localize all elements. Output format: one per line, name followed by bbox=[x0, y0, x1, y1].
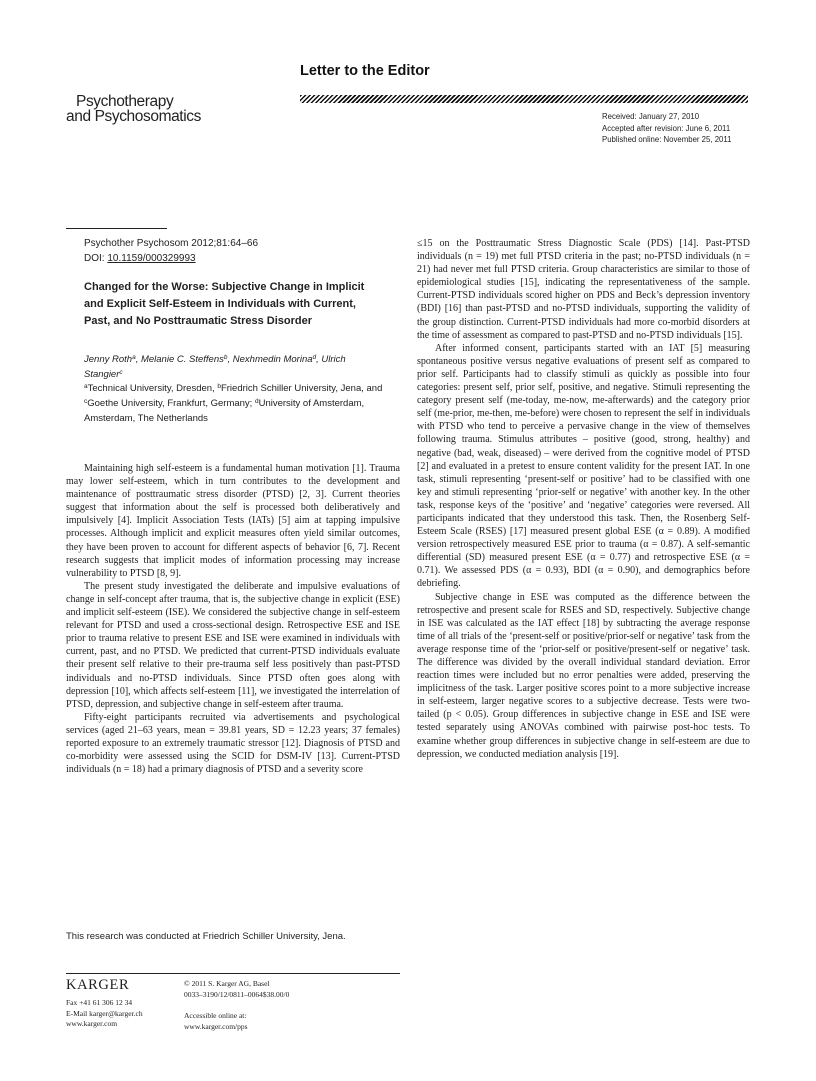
copyright-block bbox=[184, 979, 289, 1000]
body-paragraph: Maintaining high self-esteem is a fundamental human motivation [1]. Trauma may lower self-esteem, which in turn contributes to the development and maintenance of posttraumatic stress disorder (PTSD) [2, 3]. Current theories suggest that information about the self is processed both deliberatively and impulsively [4]. Implicit Association Tests (IATs) [5] aim at tapping impulsive processes. Although implicit and explicit measures often yield similar outcomes, they have been proven to account for different aspects of behavior [6, 7]. Recent research suggests that implicit modes of information processing may increase vulnerability to PTSD [8, 9]. bbox=[66, 463, 400, 579]
fax-number: Fax +41 61 306 12 34 bbox=[66, 998, 133, 1007]
publisher-logo: KARGER bbox=[66, 977, 130, 993]
body-paragraph: The present study investigated the deliberate and impulsive evaluations of change in self-concept after trauma, that is, the subjective change in explicit (ESE) and implicit self-esteem (ISE). We considered the subjective change in self-esteem relevant for PTSD and used a cross-sectional design. Retrospective ESE and ISE prior to trauma relative to present ESE and ISE were examined in individuals with current, past, and no PTSD. We predicted that current-PTSD individuals evaluate their present self relative to their pre-trauma self less positively than past-PTSD individuals and no-PTSD individuals. Since PTSD often goes along with depression [10], which affects self-esteem [11], we investigated the interrelation of PTSD, depression, and subjective change in self-esteem after trauma. bbox=[66, 580, 400, 710]
affiliation-text: Goethe University, Frankfurt, Germany; bbox=[87, 398, 255, 409]
header-hatch-bar bbox=[300, 95, 748, 103]
author-list: Jenny Roth$^a$, Melanie C. Steffens$^b$, Nexhmedin Morina$^d$, Ulrich Stangier$^c$ bbox=[84, 354, 346, 380]
affiliation-text: Technical University, Dresden, bbox=[87, 383, 218, 394]
author-affiliation-mark: d bbox=[312, 354, 317, 361]
affiliation-mark: d bbox=[254, 398, 259, 405]
divider bbox=[66, 228, 167, 229]
journal-citation: Psychother Psychosom 2012;81:64–66 bbox=[84, 238, 258, 249]
section-label: Letter to the Editor bbox=[300, 63, 430, 79]
author-affiliation-mark: c bbox=[119, 369, 123, 376]
body-paragraph: After informed consent, participants started with an IAT [5] measuring spontaneous positive versus negative evaluations of present self as compared to prior self. Participants had to classify stimuli as quickly as possible into four categories: present self, prior self, positive, and negative. Stimuli representing the category present self (me-today, me-now, me-afterwards) and the category prior self (me-prior, me-then, me-before) were chosen to represent the self in individuals with PTSD who tend to perceive a pervasive change in the view of themselves following trauma. Stimulus attributes – positive (good, strong, healthy) and negative (bad, weak, diseased) – were derived from the cognitive model of PTSD [2] and evaluated in a pretest to ensure content validity for the present IAT. In one task, stimuli representing ‘present-self or positive’ had to be classified with one key and stimuli representing ‘prior-self or negative’ with another key. In the other task, response keys of the ‘positive’ and ‘negative’ categories were reversed. All participants indicated that they understood this task. Then, the Rosenberg Self-Esteem Scale (RSES) [17] measured present global ESE (α = 0.89). A modified version retrospectively measured ESE prior to trauma (α = 0.87). A self-semantic differential (SD) measured present ESE (α = 0.77) and retrospective ESE (α = 0.71). We assessed PDS (α = 0.93), BDI (α = 0.90), and demographics before debriefing. bbox=[417, 342, 750, 590]
citation-block bbox=[84, 236, 258, 266]
email-address[interactable]: E-Mail karger@karger.ch bbox=[66, 1008, 143, 1018]
affiliations bbox=[84, 381, 384, 426]
body-paragraph: ≤15 on the Posttraumatic Stress Diagnostic Scale (PDS) [14]. Past-PTSD individuals (n = 19) met full PTSD criteria in the past; no-PTSD individuals (n = 21) had never met full PTSD criteria. Group characteristics are similar to those of epidemiological studies [15], indicating the representativeness of the sample. Current-PTSD individuals scored higher on PDS and Beck’s depression inventory (BDI) [16] than past-PTSD and no-PTSD individuals, supporting the validity of the group distinction. Current-PTSD individuals had more co-morbid disorders at the time of assessment as compared to past-PTSD and no-PTSD individuals [15]. bbox=[417, 238, 750, 341]
author-name: Ulrich Stangier bbox=[84, 354, 346, 380]
accessible-url[interactable]: www.karger.com/pps bbox=[184, 1021, 248, 1031]
affiliation-text: Friedrich Schiller University, Jena, and bbox=[220, 383, 383, 394]
author-affiliation-mark: a bbox=[132, 354, 136, 361]
journal-logo bbox=[66, 94, 201, 124]
affiliation-mark: a bbox=[84, 383, 88, 390]
accepted-date: Accepted after revision: June 6, 2011 bbox=[602, 123, 731, 133]
author-name: Nexhmedin Morina bbox=[232, 354, 313, 365]
affiliation-mark: b bbox=[217, 383, 221, 390]
footer-divider bbox=[66, 973, 400, 974]
body-column-left bbox=[66, 462, 400, 776]
received-date: Received: January 27, 2010 bbox=[602, 112, 700, 121]
publisher-website[interactable]: www.karger.com bbox=[66, 1019, 118, 1028]
body-column-right bbox=[417, 237, 750, 761]
author-name: Melanie C. Steffens bbox=[140, 354, 224, 365]
publisher-contact bbox=[66, 998, 143, 1030]
journal-name-line1: Psychotherapy bbox=[76, 93, 174, 110]
issn-code: 0033–3190/12/0811–0064$38.00/0 bbox=[184, 989, 290, 999]
doi-link[interactable]: 10.1159/000329993 bbox=[107, 253, 196, 264]
doi-line bbox=[84, 251, 258, 266]
accessible-online bbox=[184, 1011, 248, 1032]
copyright-notice: © 2011 S. Karger AG, Basel bbox=[184, 979, 270, 988]
journal-name-line2: and Psychosomatics bbox=[66, 108, 201, 125]
affiliation-mark: c bbox=[84, 398, 88, 405]
doi-label: DOI: bbox=[84, 253, 108, 264]
article-title: Changed for the Worse: Subjective Change in Implicit and Explicit Self-Esteem in Individuals with Current, Past, and No Posttraumatic Stress Disorder bbox=[84, 281, 365, 327]
accessible-label: Accessible online at: bbox=[184, 1011, 247, 1020]
author-affiliation-mark: b bbox=[223, 354, 228, 361]
footnote: This research was conducted at Friedrich Schiller University, Jena. bbox=[66, 931, 346, 942]
published-date: Published online: November 25, 2011 bbox=[602, 135, 732, 144]
body-paragraph: Fifty-eight participants recruited via advertisements and psychological services (aged 21–63 years, mean = 39.81 years, SD = 12.23 years; 37 females) reported exposure to an extremely traumatic stressor [12]. Diagnosis of PTSD and co-morbidity were assessed using the SCID for DSM-IV [13]. Current-PTSD individuals (n = 18) had a primary diagnosis of PTSD and a severity score bbox=[66, 711, 400, 776]
publication-dates bbox=[602, 111, 731, 146]
affiliation-text: University of Amsterdam, Amsterdam, The Netherlands bbox=[84, 398, 365, 424]
body-paragraph: Subjective change in ESE was computed as the difference between the retrospective and present scale for RSES and SD, respectively. Subjective change in ISE was calculated as the IAT effect [18] by subtracting the average response time of all trials of the ‘present-self or positive/prior-self or negative’ task from the average response time of the ‘prior-self or positive/present-self or negative’ task. The difference was divided by the overall individual standard deviation. Error reaction times were included but no error penalties were added, preserving the implicitness of the task. Larger positive scores point to a more subjective increase in self-esteem, larger negative scores to a subjective decrease. Tests were two-tailed (p < 0.05). Group differences in subjective change in ESE and ISE were tested separately using ANOVAs combined with pairwise post-hoc tests. To examine whether group differences in subjective change in self-esteem are due to depression, we conducted mediation analysis [19]. bbox=[417, 591, 750, 760]
author-name: Jenny Roth bbox=[84, 354, 133, 365]
